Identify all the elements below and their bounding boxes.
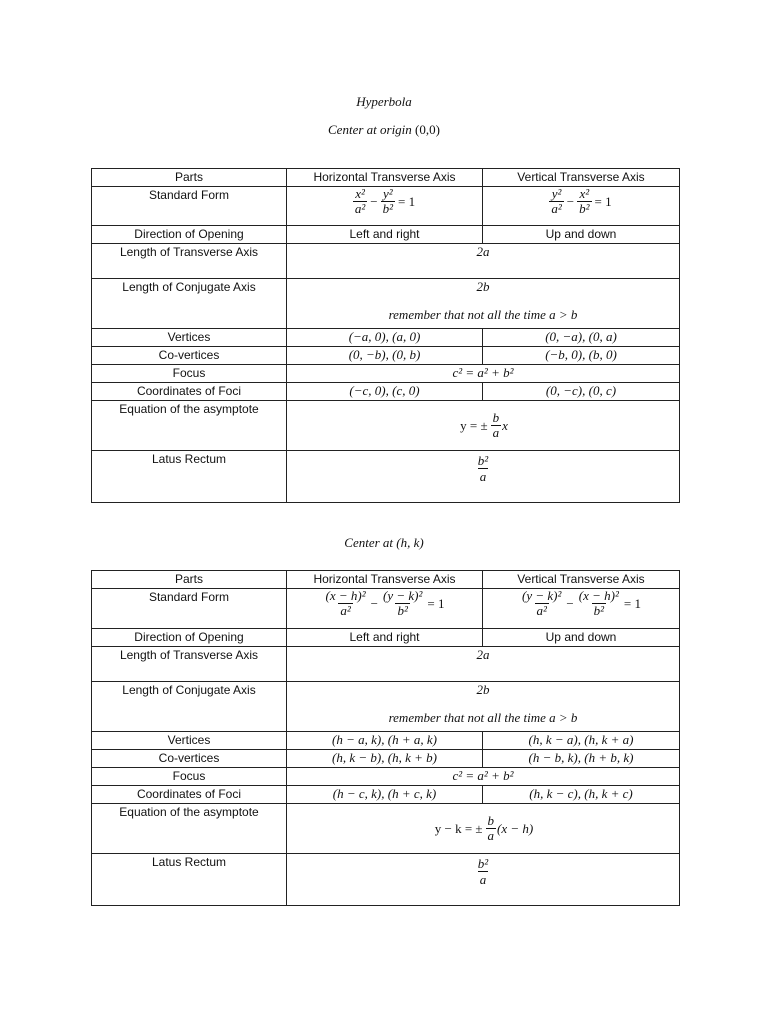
label-transverse: Length of Transverse Axis xyxy=(92,647,287,682)
label-latus: Latus Rectum xyxy=(92,854,287,906)
hk-transverse-length: 2a xyxy=(287,647,680,682)
hk-foci-v: (h, k − c), (h, k + c) xyxy=(483,786,680,804)
header-vertical: Vertical Transverse Axis xyxy=(483,571,680,589)
header-parts: Parts xyxy=(92,571,287,589)
origin-latus: $\frac{\text{b²}}{a}$ xyxy=(287,451,680,503)
label-asymptote: Equation of the asymptote xyxy=(92,804,287,854)
origin-foci-h: (−c, 0), (c, 0) xyxy=(287,383,483,401)
hk-latus: $\frac{\text{b²}}{a}$ xyxy=(287,854,680,906)
hk-standard-form-v: $\frac{\text{(y − k)²}}{\text{a²}}$ − $\frac{\text{(x − h)²}}{\text{b²}}$ = 1 xyxy=(483,589,680,629)
hk-standard-form-h: $\frac{\text{(x − h)²}}{\text{a²}}$ − $\frac{\text{(y − k)²}}{\text{b²}}$ = 1 xyxy=(287,589,483,629)
origin-table xyxy=(91,168,680,503)
origin-conjugate-value: 2b xyxy=(476,279,490,294)
hk-vertices-v: (h, k − a), (h, k + a) xyxy=(483,732,680,750)
label-vertices: Vertices xyxy=(92,732,287,750)
label-focus: Focus xyxy=(92,768,287,786)
label-foci: Coordinates of Foci xyxy=(92,383,287,401)
subtitle-origin-point: (0,0) xyxy=(415,122,440,137)
subtitle-origin xyxy=(0,122,768,138)
hk-direction-h: Left and right xyxy=(287,629,483,647)
origin-vertices-h: (−a, 0), (a, 0) xyxy=(287,329,483,347)
origin-conjugate-length xyxy=(287,279,680,329)
label-covertices: Co-vertices xyxy=(92,750,287,768)
label-foci: Coordinates of Foci xyxy=(92,786,287,804)
label-asymptote: Equation of the asymptote xyxy=(92,401,287,451)
hk-table xyxy=(91,570,680,906)
hk-covertices-h: (h, k − b), (h, k + b) xyxy=(287,750,483,768)
hk-focus: c² = a² + b² xyxy=(287,768,680,786)
origin-direction-h: Left and right xyxy=(287,226,483,244)
origin-transverse-length: 2a xyxy=(287,244,680,279)
hk-conjugate-length xyxy=(287,682,680,732)
label-latus: Latus Rectum xyxy=(92,451,287,503)
hk-asymptote: y − k = ± $\frac{b}{a}$ (x − h) xyxy=(287,804,680,854)
label-conjugate: Length of Conjugate Axis xyxy=(92,682,287,732)
origin-standard-form-h: $\frac{\text{x²}}{\text{a²}}$ − $\frac{\text{y²}}{\text{b²}}$ = 1 xyxy=(287,187,483,226)
label-standard-form: Standard Form xyxy=(92,187,287,226)
label-conjugate: Length of Conjugate Axis xyxy=(92,279,287,329)
origin-standard-form-v: $\frac{\text{y²}}{\text{a²}}$ − $\frac{\text{x²}}{\text{b²}}$ = 1 xyxy=(483,187,680,226)
origin-covertices-h: (0, −b), (0, b) xyxy=(287,347,483,365)
label-focus: Focus xyxy=(92,365,287,383)
label-direction: Direction of Opening xyxy=(92,226,287,244)
hk-vertices-h: (h − a, k), (h + a, k) xyxy=(287,732,483,750)
hk-direction-v: Up and down xyxy=(483,629,680,647)
origin-conjugate-note: remember that not all the time a > b xyxy=(388,307,578,322)
hk-conjugate-note: remember that not all the time a > b xyxy=(388,710,578,725)
origin-direction-v: Up and down xyxy=(483,226,680,244)
label-direction: Direction of Opening xyxy=(92,629,287,647)
label-vertices: Vertices xyxy=(92,329,287,347)
label-covertices: Co-vertices xyxy=(92,347,287,365)
label-transverse: Length of Transverse Axis xyxy=(92,244,287,279)
origin-vertices-v: (0, −a), (0, a) xyxy=(483,329,680,347)
header-horizontal: Horizontal Transverse Axis xyxy=(287,169,483,187)
origin-focus: c² = a² + b² xyxy=(287,365,680,383)
hk-covertices-v: (h − b, k), (h + b, k) xyxy=(483,750,680,768)
header-vertical: Vertical Transverse Axis xyxy=(483,169,680,187)
origin-asymptote: y = ± $\frac{b}{a}$ x xyxy=(287,401,680,451)
label-standard-form: Standard Form xyxy=(92,589,287,629)
header-horizontal: Horizontal Transverse Axis xyxy=(287,571,483,589)
header-parts: Parts xyxy=(92,169,287,187)
hk-foci-h: (h − c, k), (h + c, k) xyxy=(287,786,483,804)
hk-conjugate-value: 2b xyxy=(476,682,490,697)
origin-covertices-v: (−b, 0), (b, 0) xyxy=(483,347,680,365)
origin-foci-v: (0, −c), (0, c) xyxy=(483,383,680,401)
subtitle-hk: Center at (h, k) xyxy=(344,535,424,550)
subtitle-origin-text: Center at origin xyxy=(328,122,412,137)
page-title: Hyperbola xyxy=(356,94,412,109)
